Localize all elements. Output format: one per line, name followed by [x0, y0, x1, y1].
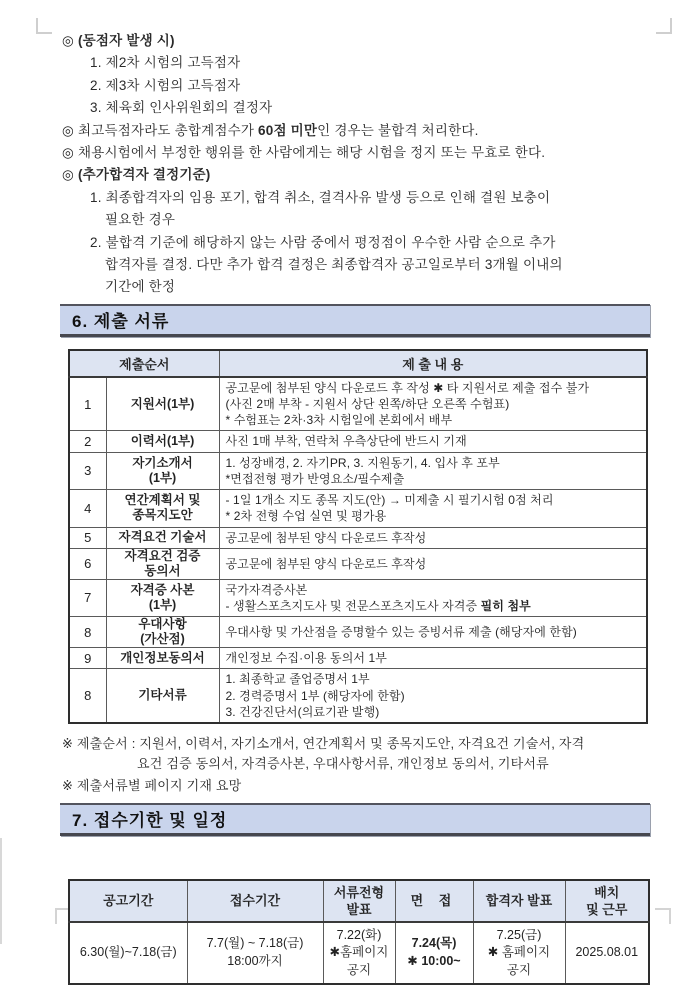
- table-row: [69, 648, 647, 669]
- table-row: [69, 377, 647, 431]
- table-row: [69, 617, 647, 648]
- table-row: [69, 548, 647, 579]
- col-header-doc-result: 서류전형 발표: [323, 880, 395, 922]
- col-header-placement: 배치 및 근무: [565, 880, 649, 922]
- tiebreak-item-1: 1. 제2차 시험의 고득점자: [90, 55, 241, 71]
- schedule-header-row: [69, 880, 649, 922]
- doc-content: 우대사항 및 가산점을 증명할수 있는 증빙서류 제출 (해당자에 한함): [219, 617, 647, 648]
- additional-pass-item-2-line-1: 2. 불합격 기준에 해당하지 않는 사람 중에서 평정점이 우수한 사람 순으로 추가: [90, 234, 556, 250]
- placement-value: 2025.08.01: [565, 922, 649, 984]
- row-number: 4: [69, 490, 106, 527]
- min-score-bold: 60점 미만: [258, 122, 318, 138]
- row-number: 6: [69, 548, 106, 579]
- pass-announce-value: 7.25(금) ✱ 홈페이지 공지: [473, 922, 565, 984]
- double-circle-bullet-icon: ◎: [62, 145, 74, 161]
- doc-content: 공고문에 첨부된 양식 다운로드 후 작성 ✱ 타 지원서로 제출 접수 불가 (사진 2매 부착 - 지원서 상단 왼쪽/하단 오른쪽 수험표) * 수험표는 2차·3차 시험일에 본회에서 배부: [219, 377, 647, 431]
- doc-name: 지원서(1부): [106, 377, 219, 431]
- interview-value: 7.24(목) ✱ 10:00~: [395, 922, 473, 984]
- col-header-content: 제 출 내 용: [219, 350, 647, 377]
- row-number: 5: [69, 527, 106, 548]
- col-header-apply-period: 접수기간: [187, 880, 323, 922]
- must-attach-bold: 필히 첨부: [480, 598, 531, 613]
- schedule-data-row: [69, 922, 649, 984]
- row-number: 7: [69, 579, 106, 616]
- section-6-title: 6. 제출 서류: [72, 312, 170, 332]
- cheating-rule: ◎ 채용시험에서 부정한 행위를 한 사람에게는 해당 시험을 정지 또는 무효로 한다.: [62, 145, 546, 161]
- scan-corner-mark: [656, 18, 672, 34]
- doc-name: 연간계획서 및 종목지도안: [106, 490, 219, 527]
- additional-pass-item-1-line-2: 필요한 경우: [105, 212, 176, 228]
- doc-content: 공고문에 첨부된 양식 다운로드 후작성: [219, 527, 647, 548]
- table-row: [69, 490, 647, 527]
- scan-corner-mark: [655, 908, 671, 924]
- tiebreak-item-2: 2. 제3차 시험의 고득점자: [90, 77, 241, 93]
- double-circle-bullet-icon: ◎: [62, 33, 74, 48]
- doc-name: 자기소개서 (1부): [106, 452, 219, 489]
- additional-pass-item-2-line-3: 기간에 한정: [105, 279, 176, 295]
- row-number: 8: [69, 669, 106, 723]
- min-score-rule: ◎ 최고득점자라도 총합계점수가 60점 미만인 경우는 불합격 처리한다.: [62, 122, 479, 138]
- double-circle-bullet-icon: ◎: [62, 122, 74, 138]
- table-row: [69, 527, 647, 548]
- doc-content: 사진 1매 부착, 연락처 우측상단에 반드시 기재: [219, 431, 647, 452]
- doc-name: 이력서(1부): [106, 431, 219, 452]
- doc-name: 자격요건 기술서: [106, 527, 219, 548]
- notice-period-value: 6.30(월)~7.18(금): [69, 922, 187, 984]
- scan-corner-mark: [36, 18, 52, 34]
- intro-section: [62, 30, 654, 299]
- table-row: [69, 431, 647, 452]
- section-7-title: 7. 접수기한 및 일정: [72, 811, 228, 831]
- apply-period-value: 7.7(월) ~ 7.18(금) 18:00까지: [187, 922, 323, 984]
- doc-name: 우대사항 (가산점): [106, 617, 219, 648]
- col-header-interview: 면 접: [395, 880, 473, 922]
- doc-content: 1. 성장배경, 2. 자기PR, 3. 지원동기, 4. 입사 후 포부 *면접전형 평가 반영요소/필수제출: [219, 452, 647, 489]
- row-number: 3: [69, 452, 106, 489]
- doc-name: 개인정보동의서: [106, 648, 219, 669]
- tiebreak-heading: ◎ (동점자 발생 시): [62, 33, 175, 48]
- additional-pass-heading: ◎ (추가합격자 결정기준): [62, 167, 211, 183]
- footnote-paging: ※ 제출서류별 페이지 기재 요망: [62, 777, 242, 793]
- submission-documents-table: [68, 349, 648, 724]
- table-row: [69, 452, 647, 489]
- doc-content: 개인정보 수집·이용 동의서 1부: [219, 648, 647, 669]
- section-6-banner: [60, 304, 650, 337]
- doc-content: 1. 최종학교 졸업증명서 1부 2. 경력증명서 1부 (해당자에 한함) 3. 건강진단서(의료기관 발행): [219, 669, 647, 723]
- footnote-order-wrap: 요건 검증 동의서, 자격증사본, 우대사항서류, 개인정보 동의서, 기타서류: [137, 755, 549, 771]
- col-header-order: 제출순서: [69, 350, 219, 377]
- table-header-row: [69, 350, 647, 377]
- scan-edge-artifact: [0, 838, 2, 944]
- col-header-pass-announce: 합격자 발표: [473, 880, 565, 922]
- reference-mark-icon: ※: [62, 735, 74, 751]
- doc-name: 자격요건 검증 동의서: [106, 548, 219, 579]
- table-row: [69, 579, 647, 616]
- tiebreak-item-3: 3. 체육회 인사위원회의 결정자: [90, 100, 273, 116]
- col-header-notice-period: 공고기간: [69, 880, 187, 922]
- row-number: 1: [69, 377, 106, 431]
- row-number: 9: [69, 648, 106, 669]
- doc-name: 자격증 사본 (1부): [106, 579, 219, 616]
- footnote-order: ※ 제출순서 : 지원서, 이력서, 자기소개서, 연간계획서 및 종목지도안, 자격요건 기술서, 자격: [62, 735, 585, 751]
- additional-pass-item-1-line-1: 1. 최종합격자의 임용 포기, 합격 취소, 결격사유 발생 등으로 인해 결원 보충이: [90, 189, 551, 205]
- footnotes: [62, 734, 654, 796]
- row-number: 8: [69, 617, 106, 648]
- row-number: 2: [69, 431, 106, 452]
- doc-name: 기타서류: [106, 669, 219, 723]
- table-row: [69, 669, 647, 723]
- schedule-table: [68, 879, 650, 985]
- doc-content: - 1일 1개소 지도 종목 지도(안) → 미제출 시 필기시험 0점 처리 * 2차 전형 수업 실연 및 평가용: [219, 490, 647, 527]
- reference-mark-icon: ※: [62, 777, 74, 793]
- double-circle-bullet-icon: ◎: [62, 167, 74, 183]
- additional-pass-item-2-line-2: 합격자를 결정. 다만 추가 합격 결정은 최종합격자 공고일로부터 3개월 이내의: [105, 257, 563, 273]
- doc-content: 국가자격증사본 - 생활스포츠지도사 및 전문스포츠지도사 자격증 필히 첨부: [219, 579, 647, 616]
- section-7-banner: [60, 803, 650, 836]
- doc-content: 공고문에 첨부된 양식 다운로드 후작성: [219, 548, 647, 579]
- doc-result-value: 7.22(화) ✱홈페이지 공지: [323, 922, 395, 984]
